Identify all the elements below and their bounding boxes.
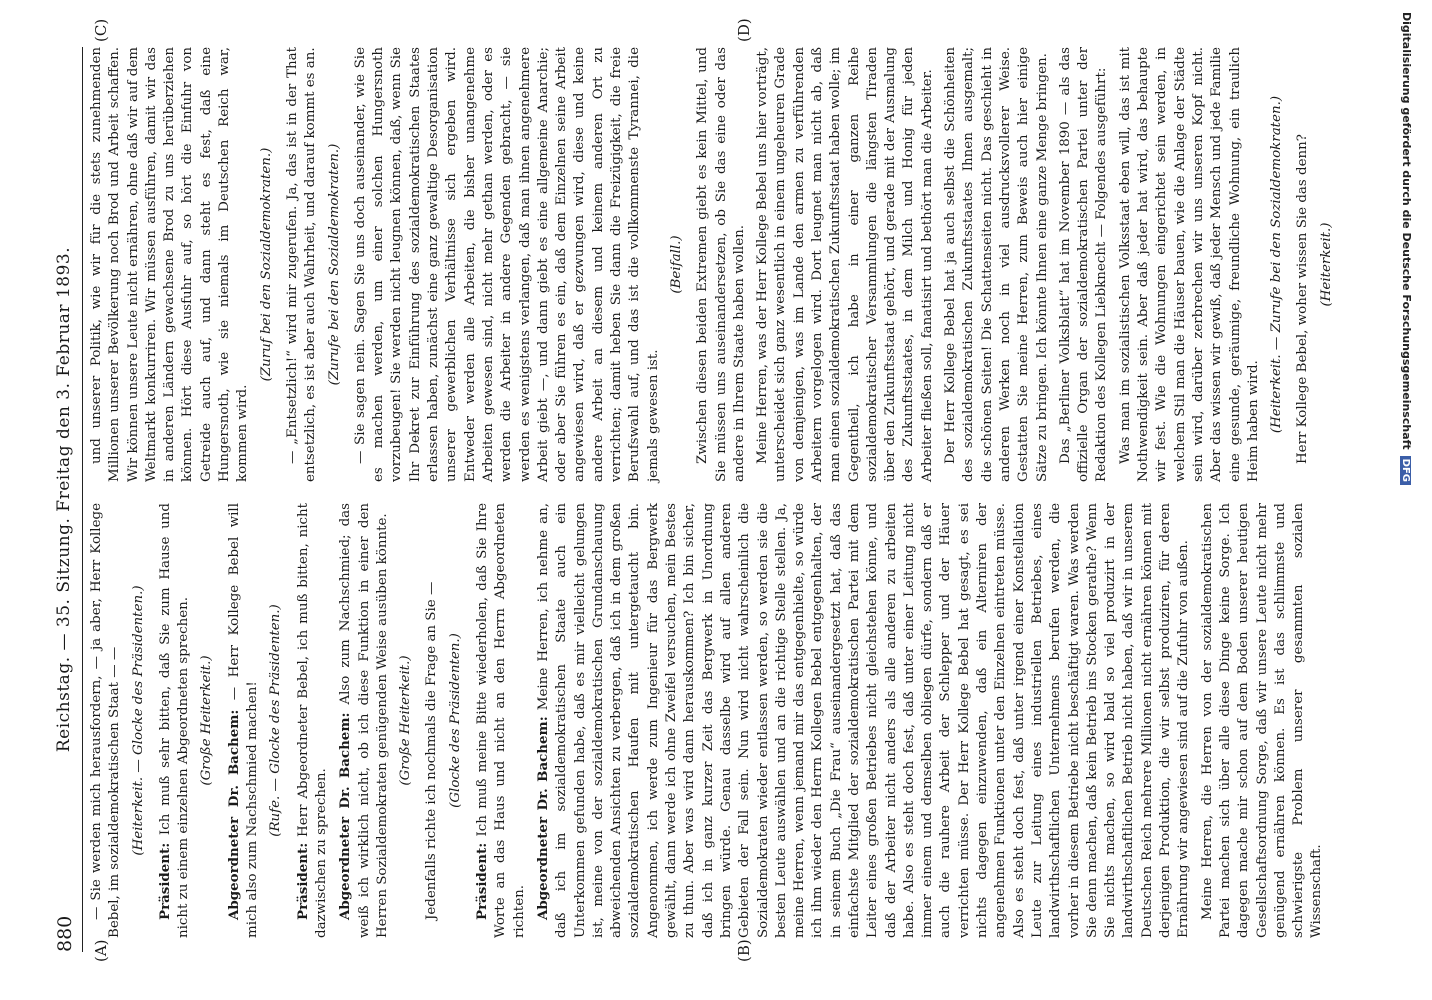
speech-text: Also zum Nachschmied; das weiß ich wirklich nicht, ob ich diese Funktion in einer den Herren Sozialdemokraten genügenden Weise ausüben könnte. [338, 503, 390, 938]
margin-marker-b: (B) [735, 939, 753, 962]
paragraph: Herr Kollege Bebel, woher wissen Sie das denn? [1295, 134, 1311, 464]
stage-direction: (Große Heiterkeit.) [398, 655, 414, 786]
speech-text: — Herr Kollege Bebel will mich also zum Nachschmied machen! [226, 503, 261, 938]
stage-direction: (Heiterkeit. — Zurufe bei den Sozialdemokraten.) [1269, 95, 1285, 434]
speech-text: Ich muß sehr bitten, daß Sie zum Hause und nicht zu einem einzelnen Abgeordneten sprechen. [157, 503, 192, 938]
paragraph: Was man im sozialistischen Volksstaat eben will, das ist mit Nothwendigkeit sein. Aber daß jeder hat wird, das behaupte wir fest. Wie die Wohnungen eingerichtet sein werden, in welchem Stil man die Häuser bauen, wie die Anlage der Städte sein wird, darüber zerbrechen wir uns unseren Kopf nicht. Aber das wissen wir gewiß, daß jeder Mensch und jede Familie eine gesunde, geräumige, freundliche Wohnung, ein traulich Heim haben wird. [1117, 47, 1261, 482]
speaker-name: Abgeordneter Dr. Bachem: [534, 716, 551, 920]
dfg-logo: DFG [1400, 456, 1411, 485]
footer-text: Digitalisierung gefördert durch die Deutsche Forschungsgemeinschaft [1400, 12, 1413, 450]
speaker-name: Präsident: [294, 842, 311, 920]
speaker-name: Präsident: [474, 842, 491, 920]
paragraph: Das „Berliner Volksblatt“ hat im November 1890 — als das offizielle Organ der sozialdemokratischen Partei unter der Redaktion des Kollegen Liebknecht — Folgendes ausgeführt: [1057, 47, 1110, 482]
speech-paragraph [294, 503, 332, 938]
speaker-name: Abgeordneter Dr. Bachem: [337, 712, 354, 920]
speech-paragraph [473, 503, 529, 938]
paragraph: Meine Herren, die Herren von der sozialdemokratischen Partei machen sich über alle diese Dinge keine Sorge. Ich dagegen mache mir schon auf dem Boden unserer heutigen Gesellschaftsordnung Sorge, daß wir unsere Leute nicht mehr genügend ernähren können. Es ist das schlimmste und schwierigste Problem unserer gesammten sozialen Wissenschaft. [1199, 503, 1325, 938]
stage-direction: (Rufe. — Glocke des Präsidenten.) [268, 604, 284, 837]
paragraph: und unserer Politik, wie wir für die stets zunehmenden Millionen unserer Bevölkerung noch Brod und Arbeit schaffen. Wir können unsere Leute nicht ernähren, ohne daß wir auf dem Weltmarkt konkurriren. Wir müssen ausführen, damit wir das in anderen Ländern gewachsene Brod zu uns herüberziehen können. Hört diese Ausfuhr auf, so hört die Einfuhr von Getreide auch auf, und dann steht es fest, daß eine Hungersnoth, wie sie niemals im Deutschen Reich war, kommen wird. [89, 47, 251, 482]
page-title: Reichstag. — 35. Sitzung. Freitag den 3. Februar 1893. [54, 246, 74, 753]
stage-direction: (Zurufe bei den Sozialdemokraten.) [326, 143, 342, 386]
page-header [48, 47, 78, 952]
paragraph: Der Herr Kollege Bebel hat ja auch selbst die Schönheiten des sozialdemokratischen Zukunftsstaates Ihnen ausgemalt; die schönen Seiten! Die Schattenseiten nicht. Das geschieht in anderen Werken noch in viel ausdrucksvollerer Weise. Gestatten Sie meine Herren, zum Beweis auch hier einige Sätze zu bringen. Ich könnte Ihnen eine ganze Menge bringen. [943, 47, 1050, 482]
stage-direction: (Zuruf bei den Sozialdemokraten.) [258, 147, 274, 382]
digitization-footer [1400, 12, 1413, 992]
speech-paragraph [336, 503, 392, 938]
paragraph: Zwischen diesen beiden Extremen giebt es kein Mittel, und Sie müssen uns auseinandersetzen, ob Sie das eine oder das andere in Ihrem Staate haben wollen. [695, 47, 747, 482]
margin-marker-a: (A) [92, 939, 110, 962]
stage-direction: (Heiterkeit. — Glocke des Präsidenten.) [130, 585, 146, 856]
left-column [88, 503, 1332, 938]
paragraph: Jedenfalls richte ich nochmals die Frage an Sie — [424, 581, 440, 920]
stage-direction: (Große Heiterkeit.) [199, 655, 215, 786]
speech-text: Ich muß meine Bitte wiederholen, daß Sie Ihre Worte an das Haus und nicht an den Herrn Abgeordneten richten. [475, 503, 527, 938]
paragraph: Meine Herren, was der Herr Kollege Bebel uns hier vorträgt, unterscheidet sich ganz wesentlich in einem ungeheuren Grade von demjenigen, was im Lande den armen zu verführenden Arbeitern vorgelogen wird. Dort leugnet man nicht ab, daß man einen sozialdemokratischen Zukunftsstaat haben wolle; im Gegentheil, ich habe in einer ganzen Reihe sozialdemokratischer Versammlungen die längsten Tiraden über den Zukunftsstaat gehört, und gerade mit der Ausmalung des Zukunftsstaates, in dem Milch und Honig für jeden Arbeiter fließen soll, fanatisirt und bethört man die Arbeiter. [755, 47, 935, 482]
stage-direction: (Heiterkeit.) [1318, 222, 1334, 307]
paragraph: — „Entsetzlich!“ wird mir zugerufen. Ja, das ist in der That entsetzlich, es ist aber auch Wahrheit, und darauf kommt es an. [284, 47, 319, 482]
margin-marker-c: (C) [92, 18, 110, 42]
speech-paragraph [156, 503, 194, 938]
paragraph: — Sie sagen nein. Sagen Sie uns doch auseinander, wie Sie es machen werden, um einer solchen Hungersnoth vorzubeugen! Sie werden nicht leugnen können, daß, wenn Sie Ihr Dekret zur Einführung des sozialdemokratischen Staates erlassen haben, zunächst eine ganz gewaltige Desorganisation unserer gewerblichen Verhältnisse sich ergeben wird. Entweder werden alle Arbeiten, die bisher unangenehme Arbeiten gewesen sind, nicht mehr gethan werden, oder es werden die Arbeiter in andere Gegenden gebracht, — sie werden es wenigstens verlangen, daß man ihnen angenehmere Arbeit giebt —, und dann giebt es eine allgemeine Anarchie; oder aber Sie führen es ein, daß dem Einzelnen seine Arbeit angewiesen wird, daß er gezwungen wird, diese und keine andere Arbeit an diesem und keinem anderen Ort zu verrichten; damit heben Sie dann die Freizügigkeit, die freie Berufswahl auf, und das ist die vollkommenste Tyrannei, die jemals gewesen ist. [352, 47, 661, 482]
stage-direction: (Beifall.) [668, 235, 684, 294]
stage-direction: (Glocke des Präsidenten.) [447, 633, 463, 808]
speaker-name: Präsident: [156, 842, 173, 920]
speech-paragraph [225, 503, 263, 938]
margin-marker-d: (D) [735, 18, 753, 42]
speech-text: Meine Herren, ich nehme an, daß ich im sozialdemokratischen Staate auch ein Unterkommen gefunden habe, daß es mir vielleicht gelungen ist, meine von der sozialdemokratischen Grundanschauung abweichenden Ansichten zu verbergen, daß ich in dem großen sozialdemokratischen Haufen mit untergetaucht bin. Angenommen, ich werde zum Ingenieur für das Bergwerk gewählt, dann werde ich ohne Zweifel versuchen, mein Bestes zu thun. Aber was wird dann herauskommen? Ich bin sicher, daß ich in ganz kurzer Zeit das Bergwerk in Unordnung bringen würde. Genau dasselbe wird auf allen anderen Gebieten der Fall sein. Nun wird nicht wahrscheinlich die Sozialdemokraten wieder entlassen werden, so werden sie die besten Leute auswählen und an die richtige Stelle stellen. Ja, meine Herren, wenn jemand mir das entgegenhielte, so würde ich ihm wieder den Herrn Kollegen Bebel entgegenhalten, der in seinem Buch „Die Frau“ auseinandergesetzt hat, daß das einfachste Mitglied der sozialdemokratischen Partei mit dem Leiter eines großen Betriebes nicht gleichstehen könne, und daß der Arbeiter nicht anders als alle anderen zu arbeiten habe. Also es steht doch fest, daß unter einer Leitung nicht immer einem und demselben obliegen dürfe, sondern daß er auch die rauhere Arbeit der Schlepper und der Häuer verrichten müsse. Der Herr Kollege Bebel hat gesagt, es sei nichts dagegen einzuwenden, daß ein Alterniren der angenehmen Funktionen unter den Einzelnen eintreten müsse. Also es steht doch fest, daß unter irgend einer Konstellation Leute zur Leitung eines industriellen Betriebes, eines landwirthschaftlichen Unternehmens berufen werden, die vorher in diesem Betriebe nicht beschäftigt waren. Was werden Sie denn machen, daß kein Betrieb ins Stocken gerathe? Wenn Sie nichts machen, so wird bald so viel produzirt in der landwirthschaftlichen Betrieb nicht haben, daß wir in unserem Deutschen Reich mehrere Millionen nicht ernähren können mit derjenigen Produktion, die wir selbst produziren, für deren Ernährung wir angewiesen sind auf die Zufuhr von außen. [535, 503, 1192, 938]
header-rule [82, 47, 83, 952]
speaker-name: Abgeordneter Dr. Bachem: [225, 709, 242, 920]
speech-paragraph [534, 503, 1194, 938]
right-column [88, 47, 1344, 482]
paragraph: — Sie werden mich herausfordern, — ja aber, Herr Kollege Bebel, im sozialdemokratischen Staat — — [89, 503, 123, 938]
speech-text: Herr Abgeordneter Bebel, ich muß bitten, nicht dazwischen zu sprechen. [295, 503, 329, 938]
page-number: 880 [54, 915, 76, 952]
